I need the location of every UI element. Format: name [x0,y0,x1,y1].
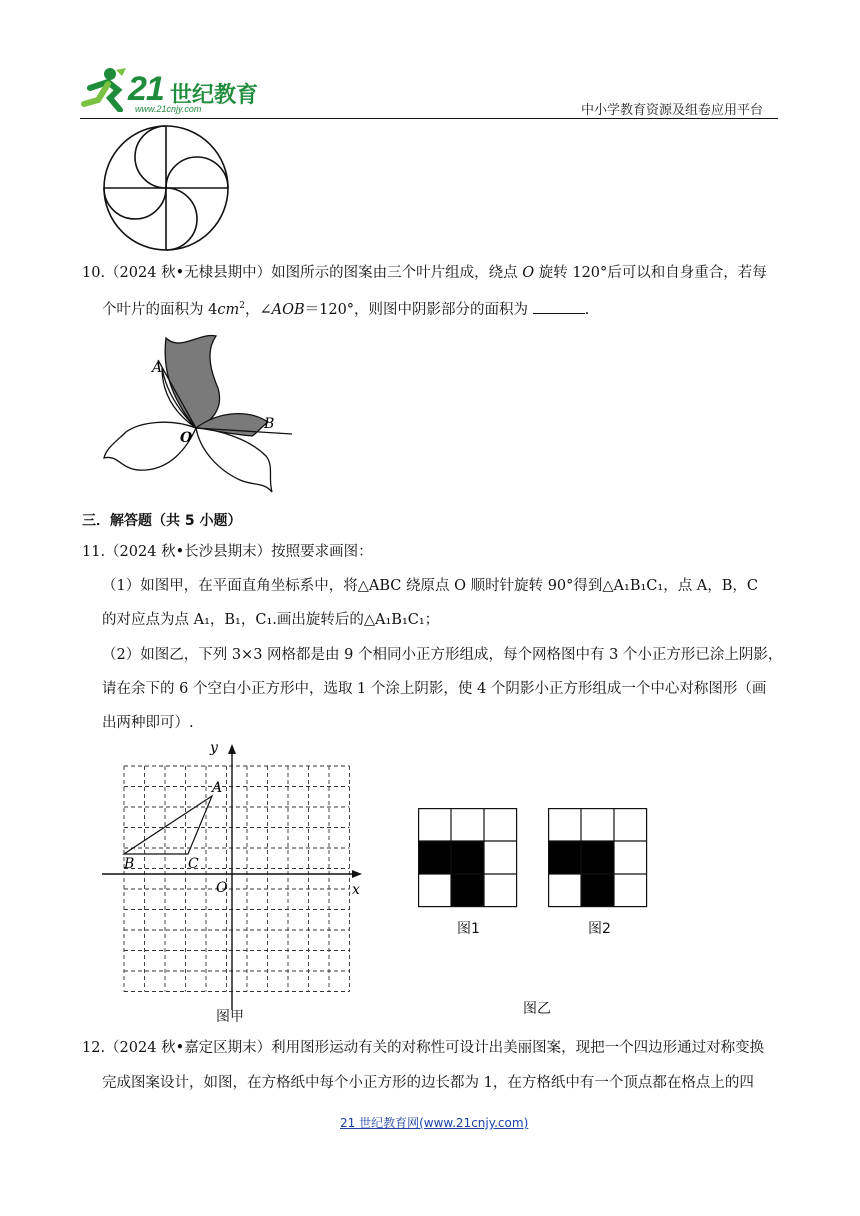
x-axis-label: x [352,882,360,898]
q11-p2-line1: （2）如图乙，下列 3×3 网格都是由 9 个相同小正方形组成，每个网格图中有 3 个小正方形已涂上阴影， [102,647,783,663]
footer-link[interactable]: 21 世纪教育网(www.21cnjy.com) [340,1116,529,1130]
fig-label-A: A [152,360,163,376]
grid2-caption: 图2 [588,921,611,937]
q10-line1: 10.（2024 秋•无棣县期中）如图所示的图案由三个叶片组成，绕点 O 旋转 120°后可以和自身重合，若每 [82,265,767,281]
q11-p2-line2: 请在余下的 6 个空白小正方形中，选取 1 个涂上阴影，使 4 个阴影小正方形组成一个中心对称图形（画 [102,681,767,697]
q11-p1-line1: （1）如图甲，在平面直角坐标系中，将△ABC 绕原点 O 顺时针旋转 90°得到△A₁B₁C₁，点 A，B，C [102,578,759,594]
point-A-label: A [212,780,223,796]
windmill-circle-figure [98,125,234,253]
fig-label-B: B [264,416,275,432]
q12-line1: 12.（2024 秋•嘉定区期末）利用图形运动有关的对称性可设计出美丽图案，现把一个四边形通过对称变换 [82,1040,765,1056]
fig-label-O: O [180,430,193,446]
header-divider [80,118,778,119]
q11-line1: 11.（2024 秋•长沙县期末）按照要求画图： [82,544,373,560]
grid1-caption: 图1 [457,921,480,937]
runner-logo-icon [80,66,128,112]
q11-p2-line3: 出两种即可）. [102,715,194,731]
three-leaves-figure [100,330,300,495]
logo-number: 21 [128,70,164,108]
y-axis-label: y [210,740,218,756]
logo-text: 世纪教育 [170,83,259,108]
point-B-label: B [124,856,135,872]
coordinate-grid-figure [100,740,370,1030]
q10-line2: 个叶片的面积为 $4cm^2$，∠AOB＝120°，则图中阴影部分的面积为 . [102,296,589,320]
logo-url: www.21cnjy.com [135,104,202,114]
header-right-text: 中小学教育资源及组卷应用平台 [581,103,764,118]
fig-jia-caption: 图甲 [216,1009,244,1025]
q11-p1-line2: 的对应点为点 A₁，B₁，C₁.画出旋转后的△A₁B₁C₁； [102,612,440,628]
q12-line2: 完成图案设计，如图，在方格纸中每个小正方形的边长都为 1，在方格纸中有一个顶点都在格点上的四 [102,1075,754,1091]
grid-figure-2 [548,808,648,908]
fig-yi-caption: 图乙 [523,1001,551,1017]
grid-figure-1 [418,808,518,908]
origin-label: O [216,880,228,896]
answer-blank [533,299,585,314]
point-C-label: C [188,856,199,872]
section-title: 三．解答题（共 5 小题） [82,513,242,529]
